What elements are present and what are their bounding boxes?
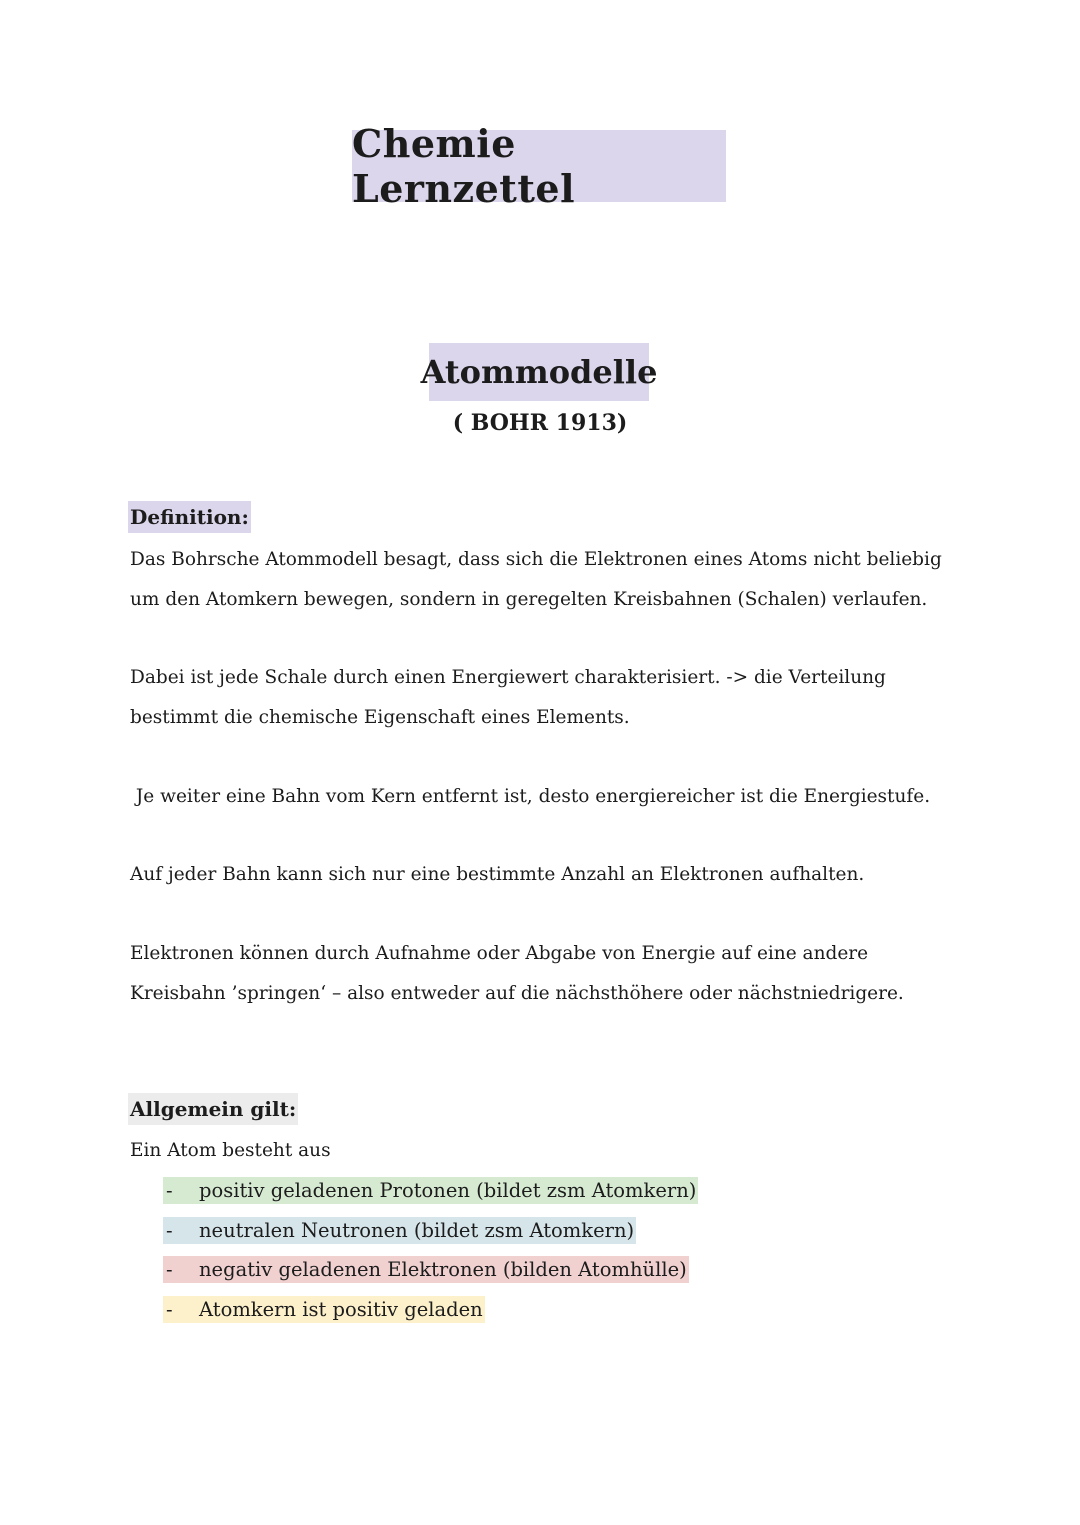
- nucleus-charge-item-text: Atomkern ist positiv geladen: [199, 1297, 483, 1321]
- list-item: [163, 1290, 698, 1330]
- definition-label: Definition:: [128, 501, 251, 533]
- definition-paragraph-4: Auf jeder Bahn kann sich nur eine bestimmte Anzahl an Elektronen aufhalten.: [130, 864, 865, 885]
- atom-parts-list: [163, 1171, 698, 1329]
- bullet-dash: -: [166, 1258, 173, 1282]
- nucleus-charge-item: [163, 1296, 485, 1323]
- definition-paragraph-5: Elektronen können durch Aufnahme oder Abgabe von Energie auf eine andere Kreisbahn ’springen‘ – also entweder auf die nächsthöhere oder nächstniedrigere.: [130, 943, 904, 1004]
- general-intro: Ein Atom besteht aus: [130, 1140, 331, 1161]
- electrons-item: [163, 1256, 689, 1283]
- bullet-dash: -: [166, 1218, 173, 1242]
- bullet-dash: -: [166, 1297, 173, 1321]
- bullet-dash: -: [166, 1179, 173, 1203]
- neutrons-item: [163, 1217, 636, 1244]
- list-item: [163, 1250, 698, 1290]
- section-subtitle: ( BOHR 1913): [452, 410, 628, 436]
- neutrons-item-text: neutralen Neutronen (bildet zsm Atomkern): [199, 1218, 635, 1242]
- list-item: [163, 1211, 698, 1251]
- protons-item: [163, 1177, 698, 1204]
- electrons-item-text: negativ geladenen Elektronen (bilden Atomhülle): [199, 1258, 687, 1282]
- general-label: Allgemein gilt:: [128, 1093, 298, 1125]
- section-title: Atommodelle: [429, 343, 649, 401]
- page-title: Chemie Lernzettel: [352, 130, 726, 202]
- list-item: [163, 1171, 698, 1211]
- definition-paragraph-1: Das Bohrsche Atommodell besagt, dass sich die Elektronen eines Atoms nicht beliebig um den Atomkern bewegen, sondern in geregelten Kreisbahnen (Schalen) verlaufen.: [130, 549, 942, 610]
- protons-item-text: positiv geladenen Protonen (bildet zsm Atomkern): [199, 1179, 697, 1203]
- definition-paragraph-3: Je weiter eine Bahn vom Kern entfernt ist, desto energiereicher ist die Energiestufe.: [130, 786, 931, 807]
- definition-paragraph-2: Dabei ist jede Schale durch einen Energiewert charakterisiert. -> die Verteilung bestimmt die chemische Eigenschaft eines Elements.: [130, 667, 886, 728]
